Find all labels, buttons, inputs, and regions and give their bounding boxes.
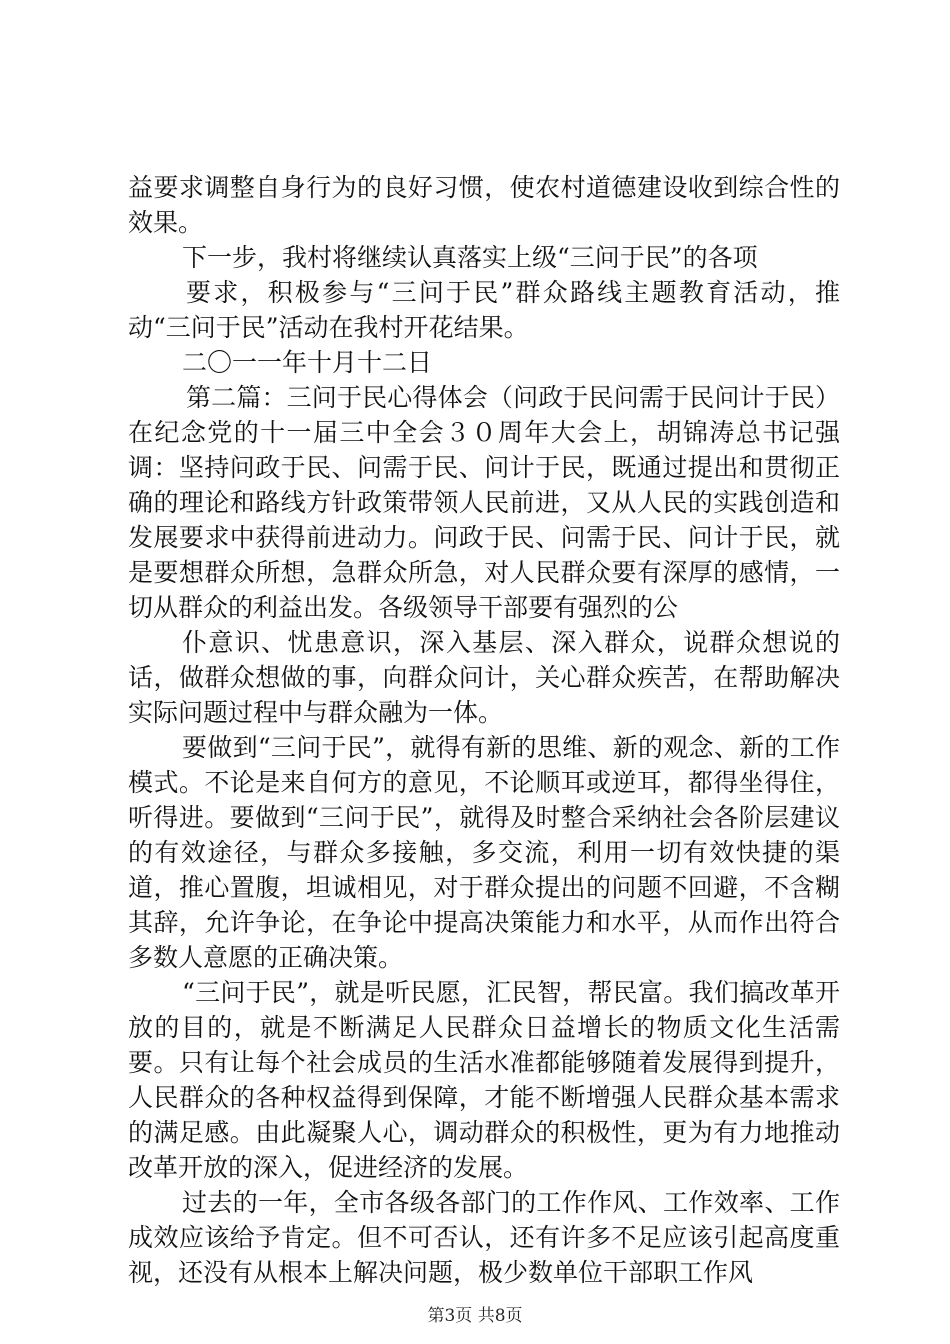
paragraph: 要求，积极参与“三问于民”群众路线主题教育活动，推动“三问于民”活动在我村开花结果。 (128, 278, 840, 342)
paragraph: 过去的一年，全市各级各部门的工作作风、工作效率、工作成效应该给予肯定。但不可否认，还有许多不足应该引起高度重视，还没有从根本上解决问题，极少数单位干部职工作风 (128, 1188, 840, 1287)
paragraph: 益要求调整自身行为的良好习惯，使农村道德建设收到综合性的效果。 (128, 173, 840, 237)
paragraph: 下一步，我村将继续认真落实上级“三问于民”的各项 (182, 243, 758, 272)
page-number-footer: 第3页 共8页 (427, 1306, 523, 1326)
document-body (128, 170, 840, 1290)
paragraph-date: 二〇一一年十月十二日 (182, 348, 433, 377)
paragraph-section-heading: 第二篇：三问于民心得体会（问政于民问需于民问计于民）在纪念党的十一届三中全会３０周年大会上，胡锦涛总书记强调：坚持问政于民、问需于民、问计于民，既通过提出和贯彻正确的理论和路线方针政策带领人民前进，又从人民的实践创造和发展要求中获得前进动力。问政于民、问需于民、问计于民，就是要想群众所想，急群众所急，对人民群众要有深厚的感情，一切从群众的利益出发。各级领导干部要有强烈的公 (128, 383, 840, 622)
paragraph: “三问于民”，就是听民愿，汇民智，帮民富。我们搞改革开放的目的，就是不断满足人民群众日益增长的物质文化生活需要。只有让每个社会成员的生活水准都能够随着发展得到提升，人民群众的各种权益得到保障，才能不断增强人民群众基本需求的满足感。由此凝聚人心，调动群众的积极性，更为有力地推动改革开放的深入，促进经济的发展。 (128, 978, 840, 1182)
paragraph: 要做到“三问于民”，就得有新的思维、新的观念、新的工作模式。不论是来自何方的意见，不论顺耳或逆耳，都得坐得住，听得进。要做到“三问于民”，就得及时整合采纳社会各阶层建议的有效途径，与群众多接触，多交流，利用一切有效快捷的渠道，推心置腹，坦诚相见，对于群众提出的问题不回避，不含糊其辞，允许争论，在争论中提高决策能力和水平，从而作出符合多数人意愿的正确决策。 (128, 733, 840, 972)
paragraph: 仆意识、忧患意识，深入基层、深入群众，说群众想说的话，做群众想做的事，向群众问计，关心群众疾苦，在帮助解决实际问题过程中与群众融为一体。 (128, 628, 840, 727)
